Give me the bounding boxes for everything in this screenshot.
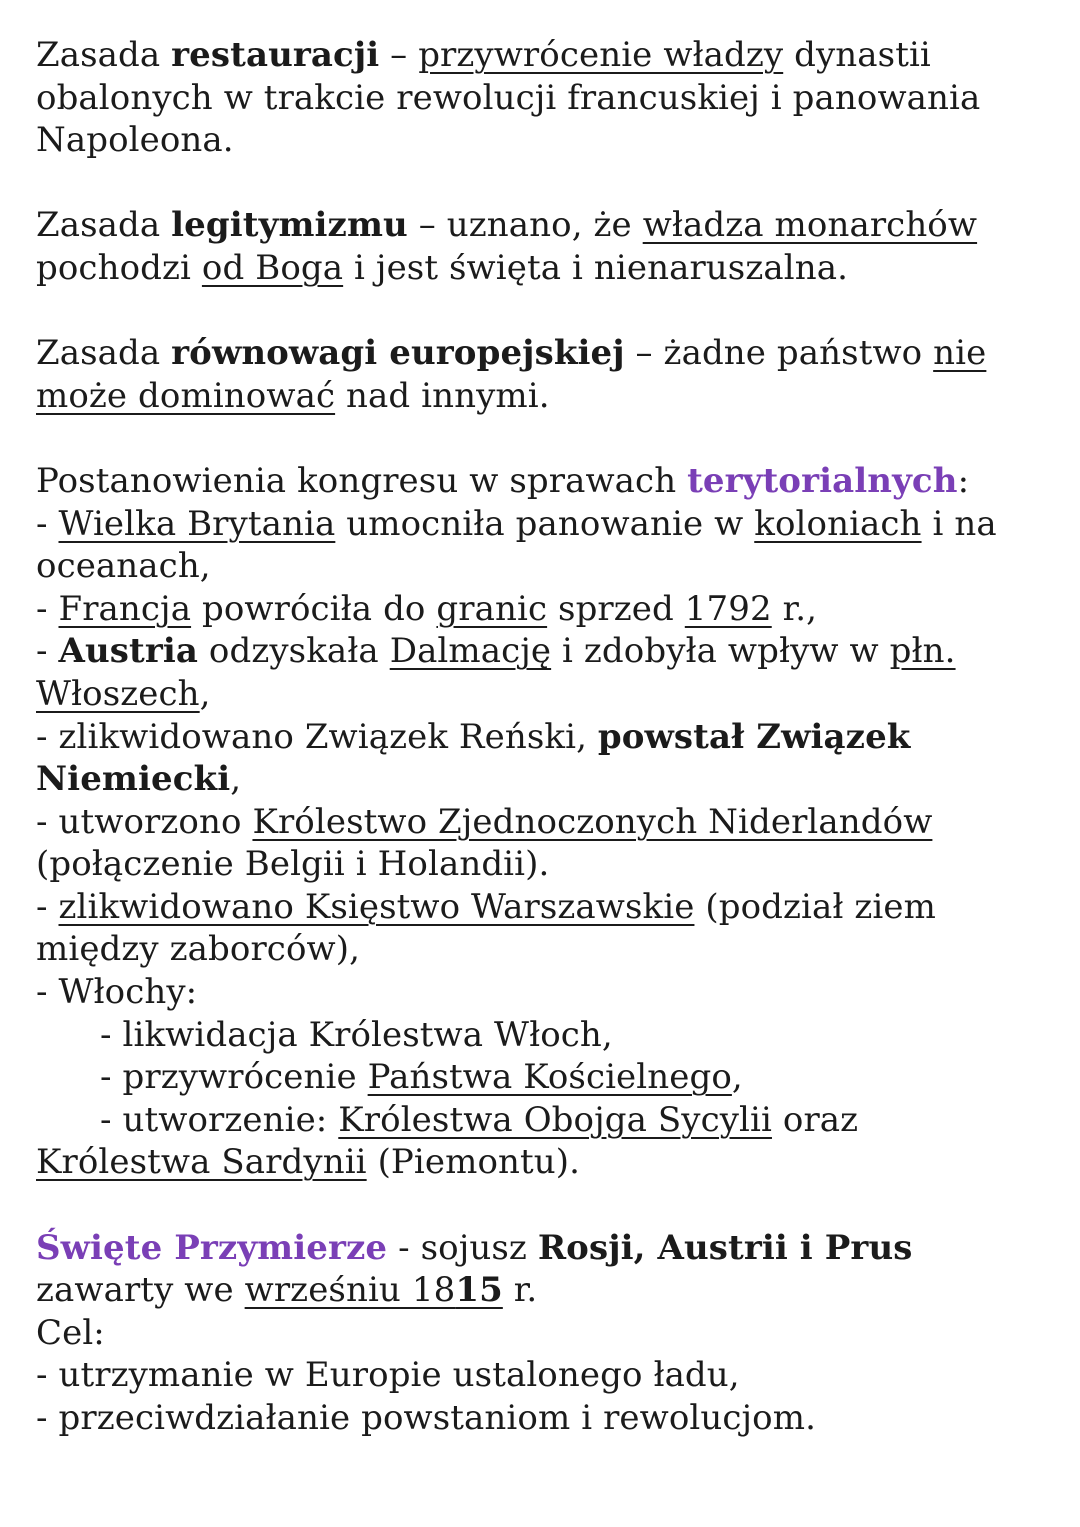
underlined-text: Państwa Kościelnego [367, 1057, 732, 1098]
text-line [36, 34, 1056, 77]
text-line: Włoszech, [36, 673, 211, 714]
text-line [36, 204, 1056, 247]
list-item: - przeciwdziałanie powstaniom i rewolucjom. [36, 1398, 816, 1438]
term-territorial: terytorialnych [687, 460, 958, 501]
list-item: - Austria odzyskała Dalmację i zdobyła wpływ w płn. [36, 631, 956, 672]
text-line [36, 375, 1056, 418]
text-line: (połączenie Belgii i Holandii). [36, 844, 550, 885]
text-line: oceanach, [36, 546, 211, 587]
underlined-text: Wielka Brytania [58, 503, 336, 544]
text-span: Zasada [36, 35, 172, 75]
underlined-text: Królestwa Obojga Sycylii [338, 1099, 772, 1140]
list-item: - utworzono Królestwo Zjednoczonych Niderlandów [36, 801, 933, 842]
holy-alliance [36, 1227, 1056, 1440]
list-item: - zlikwidowano Księstwo Warszawskie (podział ziem [36, 886, 936, 927]
text-span: i jest święta i nienaruszalna. [343, 247, 848, 288]
section-heading [36, 460, 1056, 503]
text-span: – [379, 35, 419, 75]
underlined-text: nie [933, 333, 987, 374]
text-line: Napoleona. [36, 120, 234, 161]
term-legitimism: legitymizmu [171, 205, 408, 246]
alliance-members: Rosji, Austrii i Prus [537, 1227, 913, 1268]
term-balance: równowagi europejskiej [171, 333, 625, 374]
text-span: dynastii [783, 35, 931, 75]
list-item: - Włochy: [36, 972, 198, 1013]
text-line: zawarty we wrześniu 1815 r. [36, 1270, 538, 1311]
list-item: - Francja powróciła do granic sprzed 1792 r., [36, 588, 818, 629]
underlined-text: Królestwa Sardynii [36, 1142, 367, 1183]
text-span: – uznano, że [407, 205, 643, 246]
list-item: - Wielka Brytania umocniła panowanie w koloniach i na [36, 503, 997, 544]
term-german-confederation: powstał Związek [597, 716, 911, 757]
territorial-decisions [36, 460, 1056, 1184]
underlined-text: 1792 [684, 588, 772, 629]
underlined-text: od Boga [201, 247, 344, 288]
text-span: Postanowienia kongresu w sprawach [36, 460, 688, 501]
underlined-text: Włoszech [36, 673, 200, 714]
sub-list-item: - likwidacja Królestwa Włoch, [100, 1014, 613, 1055]
legitimism-principle [36, 204, 1056, 289]
underlined-text: może dominować [36, 375, 336, 416]
text-span: Zasada [36, 333, 172, 374]
list-item: - zlikwidowano Związek Reński, powstał Związek [36, 716, 911, 757]
term-restoration: restauracji [171, 35, 380, 75]
underlined-text: granic [436, 588, 548, 629]
text-line [36, 247, 1056, 290]
balance-principle [36, 332, 1056, 417]
text-line: Niemiecki, [36, 759, 242, 800]
text-span: – żadne państwo [624, 333, 934, 374]
term-austria: Austria [58, 631, 199, 672]
text-span: : [957, 460, 970, 501]
text-span: Zasada [36, 205, 172, 246]
underlined-text: płn. [889, 631, 956, 672]
text-line: między zaborców), [36, 929, 360, 970]
underlined-text: Francja [58, 588, 192, 629]
term-holy-alliance: Święte Przymierze [36, 1227, 388, 1268]
text-span: nad innymi. [335, 375, 550, 416]
restoration-principle [36, 34, 1056, 162]
text-span: pochodzi [36, 247, 202, 288]
text-line [36, 332, 1056, 375]
sub-list-item: - przywrócenie Państwa Kościelnego, [100, 1057, 743, 1098]
underlined-text: Królestwo Zjednoczonych Niderlandów [252, 801, 933, 842]
underlined-text: zlikwidowano Księstwo Warszawskie [58, 886, 695, 927]
text-line: obalonych w trakcie rewolucji francuskiej i panowania [36, 77, 981, 118]
underlined-text: koloniach [754, 503, 922, 544]
underlined-date: wrześniu 1815 [244, 1270, 503, 1311]
notes-page [36, 34, 1056, 1440]
text-line: Królestwa Sardynii (Piemontu). [36, 1142, 581, 1183]
underlined-text: przywrócenie władzy [418, 35, 784, 75]
list-item: - utrzymanie w Europie ustalonego ładu, [36, 1355, 740, 1396]
text-line: Święte Przymierze - sojusz Rosji, Austrii i Prus [36, 1227, 913, 1268]
sub-list-item: - utworzenie: Królestwa Obojga Sycylii oraz [100, 1099, 859, 1140]
goal-label: Cel: [36, 1312, 105, 1353]
underlined-text: Dalmację [389, 631, 552, 672]
term-german-confederation: Niemiecki [36, 759, 231, 800]
underlined-text: władza monarchów [642, 205, 978, 246]
